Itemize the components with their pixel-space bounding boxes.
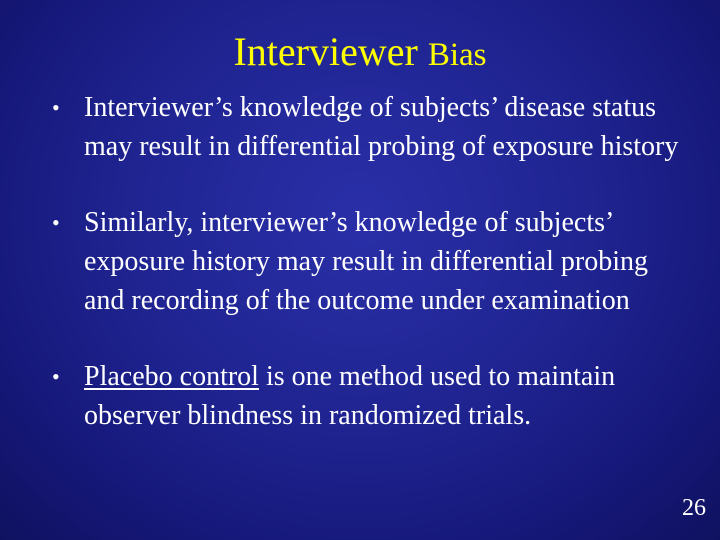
bullet-item: [0, 88, 720, 166]
bullet-text: is one method used to maintain observer blindness in randomized trials.: [84, 361, 616, 431]
bullet-item: [0, 357, 720, 435]
bullet-icon: •: [52, 210, 60, 235]
bullet-list: [0, 88, 720, 435]
page-number: 26: [682, 495, 706, 521]
bullet-text: Similarly, interviewer’s knowledge of subjects’ exposure history may result in differential probing and recording of the outcome under examination: [84, 207, 649, 316]
bullet-text: Interviewer’s knowledge of subjects’ disease status may result in differential probing of exposure history: [84, 92, 679, 162]
bullet-item: [0, 203, 720, 320]
bullet-icon: •: [52, 95, 60, 120]
bullet-icon: •: [52, 364, 60, 389]
slide-title: [0, 28, 720, 79]
placebo-control-link[interactable]: Placebo control: [84, 361, 259, 392]
slide-title-main: Interviewer: [233, 29, 418, 74]
slide-title-suffix: Bias: [427, 37, 487, 73]
